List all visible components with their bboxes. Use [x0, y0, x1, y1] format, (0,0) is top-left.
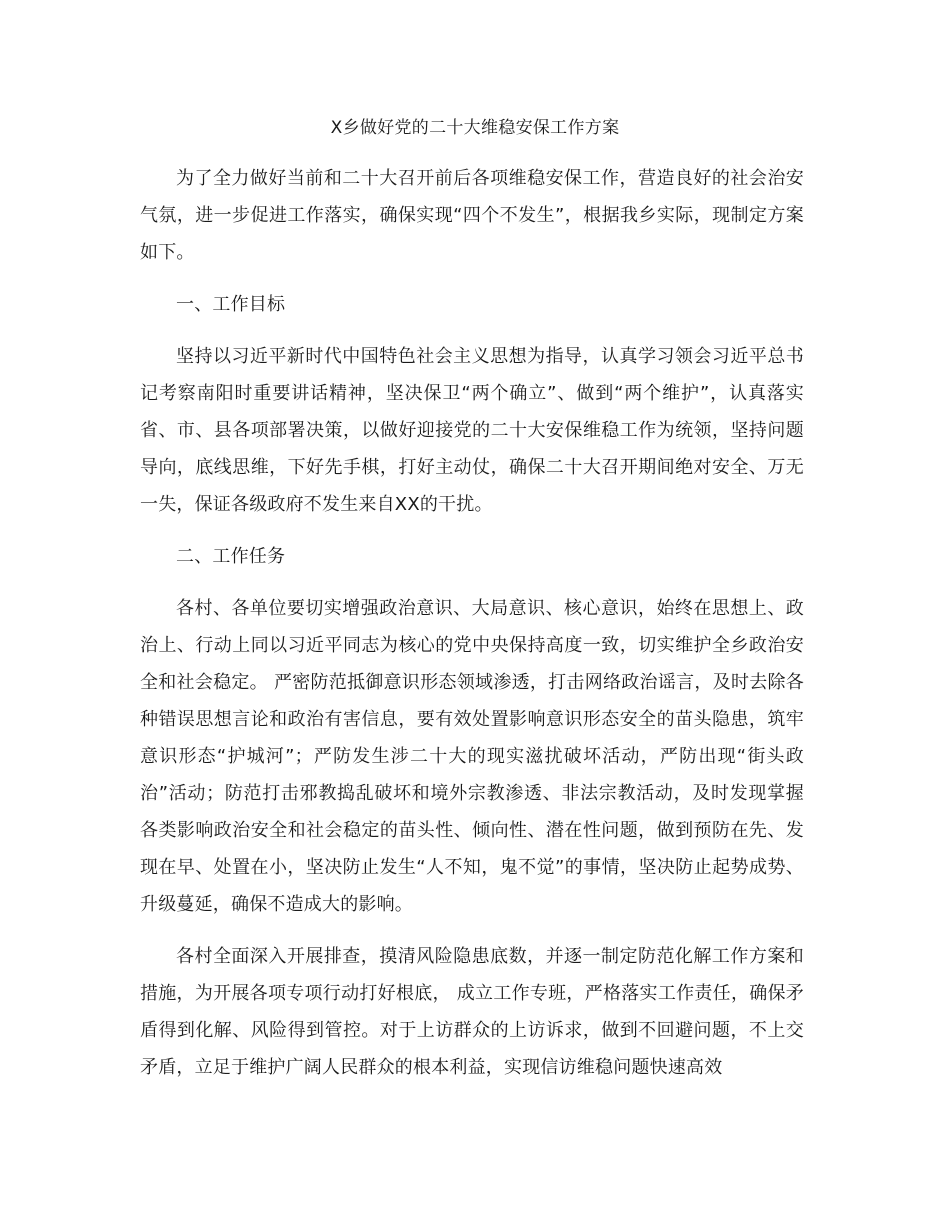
- section-heading-tasks: 二、工作任务: [176, 546, 286, 567]
- tasks-paragraph: 各村、各单位要切实增强政治意识、大局意识、核心意识，始终在思想上、政治上、行动上同以习近平同志为核心的党中央保持高度一致，切实维护全乡政治安全和社会稳定。 严密防范抵御意识形态领域渗透，打击网络政治谣言，及时去除各种错误思想言论和政治有害信息，要有效处置影响意识形态安全的苗头隐患，筑牢意识形态“护城河”；严防发生涉二十大的现实滋扰破坏活动，严防出现“街头政治”活动；防范打击邪教捣乱破坏和境外宗教渗透、非法宗教活动，及时发现掌握各类影响政治安全和社会稳定的苗头性、倾向性、潜在性问题，做到预防在先、发现在早、处置在小，坚决防止发生“人不知，鬼不觉”的事情，坚决防止起势成势、 升级蔓延，确保不造成大的影响。: [140, 598, 804, 915]
- investigation-paragraph: 各村全面深入开展排查，摸清风险隐患底数，并逐一制定防范化解工作方案和措施，为开展各项专项行动打好根底， 成立工作专班，严格落实工作责任，确保矛盾得到化解、风险得到管控。对于上访群众的上访诉求，做到不回避问题，不上交矛盾，立足于维护广阔人民群众的根本利益，实现信访维稳问题快速高效: [140, 946, 804, 1078]
- intro-paragraph: 为了全力做好当前和二十大召开前后各项维稳安保工作，营造良好的社会治安气氛，进一步促进工作落实，确保实现“四个不发生”，根据我乡实际，现制定方案如下。: [140, 168, 804, 263]
- document-title: X乡做好党的二十大维稳安保工作方案: [330, 118, 620, 138]
- document-body: [140, 160, 804, 1086]
- goals-paragraph: 坚持以习近平新时代中国特色社会主义思想为指导，认真学习领会习近平总书记考察南阳时重要讲话精神，坚决保卫“两个确立”、做到“两个维护”，认真落实省、市、县各项部署决策，以做好迎接党的二十大安保维稳工作为统领，坚持问题导向，底线思维，下好先手棋，打好主动仗，确保二十大召开期间绝对安全、万无一失，保证各级政府不发生来自XX的干扰。: [140, 346, 804, 515]
- section-heading-goals: 一、工作目标: [176, 294, 286, 315]
